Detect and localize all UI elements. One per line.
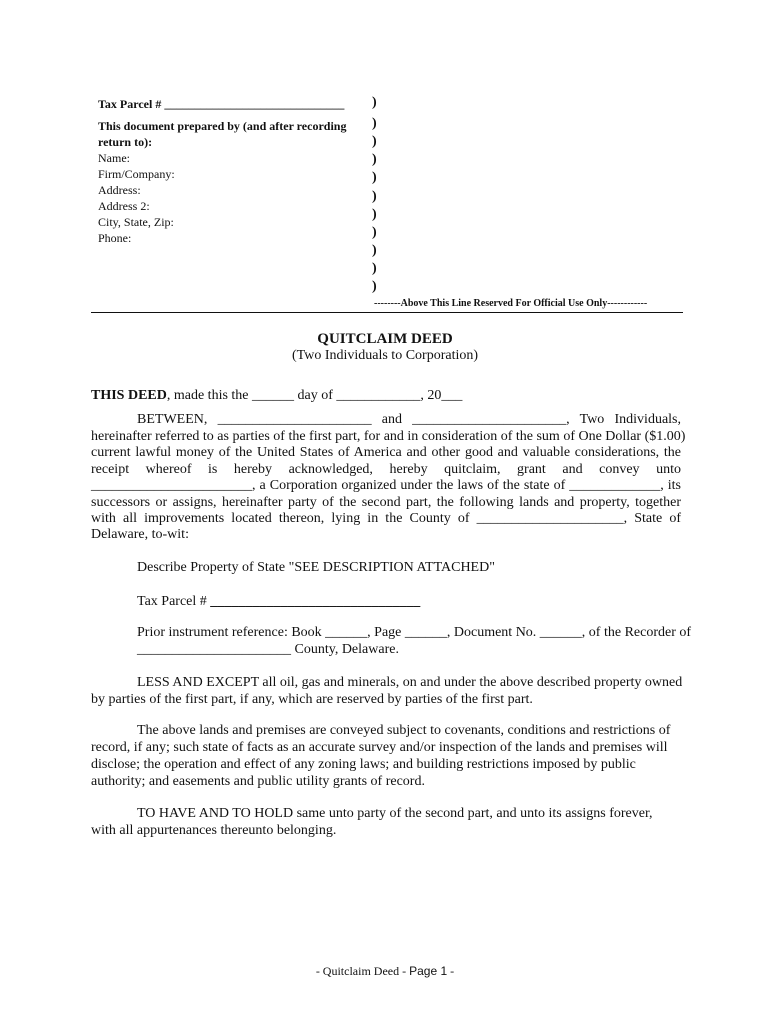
paren-mark: ) xyxy=(372,134,377,149)
phone-label: Phone: xyxy=(98,231,132,245)
between-line-3: current lawful money of the United States of America and other good and valuable considerations, the xyxy=(91,445,681,460)
document-title: QUITCLAIM DEED xyxy=(317,331,453,347)
between-line-7: with all improvements located thereon, lying in the County of _____________________, State of xyxy=(91,511,681,526)
between-line-5: _______________________, a Corporation organized under the laws of the state of _____________, its xyxy=(91,478,681,493)
paren-mark: ) xyxy=(372,189,377,204)
conveyed-line-4: authority; and easements and public utility grants of record. xyxy=(91,774,425,789)
city-state-zip-label: City, State, Zip: xyxy=(98,215,174,229)
conveyed-line-3: disclose; the operation and effect of any zoning laws; and building restrictions imposed by public xyxy=(91,757,636,772)
paren-mark: ) xyxy=(372,207,377,222)
made-this-text: , made this the ______ day of ____________, 20___ xyxy=(166,388,463,403)
paren-mark: ) xyxy=(372,116,377,131)
prior-instrument-line-1: Prior instrument reference: Book ______, Page ______, Document No. ______, of the Recorder of xyxy=(137,625,692,640)
this-deed-label: THIS DEED xyxy=(91,388,167,403)
between-line-2: hereinafter referred to as parties of the first part, for and in consideration of the sum of One Dollar ($1.00) xyxy=(91,429,686,444)
paren-mark: ) xyxy=(372,152,377,167)
name-label: Name: xyxy=(98,151,130,165)
habendum-line-1: TO HAVE AND TO HOLD same unto party of the second part, and unto its assigns forever, xyxy=(137,806,653,821)
less-except-line-1: LESS AND EXCEPT all oil, gas and minerals, on and under the above described property owned xyxy=(137,675,683,690)
paren-mark: ) xyxy=(372,170,377,185)
between-line-1: BETWEEN, ______________________ and ______________________, Two Individuals, xyxy=(137,412,681,427)
prepared-by-line-2: return to): xyxy=(98,135,153,149)
between-line-8: Delaware, to-wit: xyxy=(91,527,189,542)
prior-instrument-line-2: ______________________ County, Delaware. xyxy=(137,642,399,657)
tax-parcel-blank: ______________________________ xyxy=(210,594,421,609)
between-line-6: successors or assigns, hereinafter party of the second part, the following lands and property, together xyxy=(91,495,681,510)
between-line-4: receipt whereof is hereby acknowledged, hereby quitclaim, grant and convey unto xyxy=(91,462,681,477)
paren-mark: ) xyxy=(372,95,377,110)
official-use-line: --------Above This Line Reserved For Official Use Only------------ xyxy=(374,298,648,309)
address-label: Address: xyxy=(98,183,141,197)
paren-mark: ) xyxy=(372,225,377,240)
conveyed-line-2: record, if any; such state of facts as an accurate survey and/or inspection of the lands and premises will xyxy=(91,740,668,755)
footer-page-number: Page 1 xyxy=(409,964,448,978)
firm-label: Firm/Company: xyxy=(98,167,175,181)
header-divider xyxy=(91,312,683,313)
address2-label: Address 2: xyxy=(98,199,150,213)
describe-property-line: Describe Property of State "SEE DESCRIPTION ATTACHED" xyxy=(137,560,495,575)
document-subtitle: (Two Individuals to Corporation) xyxy=(291,348,479,363)
paren-mark: ) xyxy=(372,243,377,258)
paren-mark: ) xyxy=(372,261,377,276)
conveyed-line-1: The above lands and premises are conveyed subject to covenants, conditions and restrictions of xyxy=(137,723,671,738)
footer-suffix: - xyxy=(447,964,455,978)
deed-date-line xyxy=(91,388,462,404)
page-footer xyxy=(0,964,770,979)
tax-parcel-header: Tax Parcel # ______________________________ xyxy=(98,97,345,111)
tax-parcel-line xyxy=(137,594,420,610)
habendum-line-2: with all appurtenances thereunto belonging. xyxy=(91,823,337,838)
tax-parcel-label: Tax Parcel # xyxy=(137,594,211,609)
prepared-by-line-1: This document prepared by (and after recording xyxy=(98,119,347,133)
paren-mark: ) xyxy=(372,279,377,294)
less-except-line-2: by parties of the first part, if any, which are reserved by parties of the first part. xyxy=(91,692,533,707)
footer-label: - Quitclaim Deed - xyxy=(315,964,410,978)
